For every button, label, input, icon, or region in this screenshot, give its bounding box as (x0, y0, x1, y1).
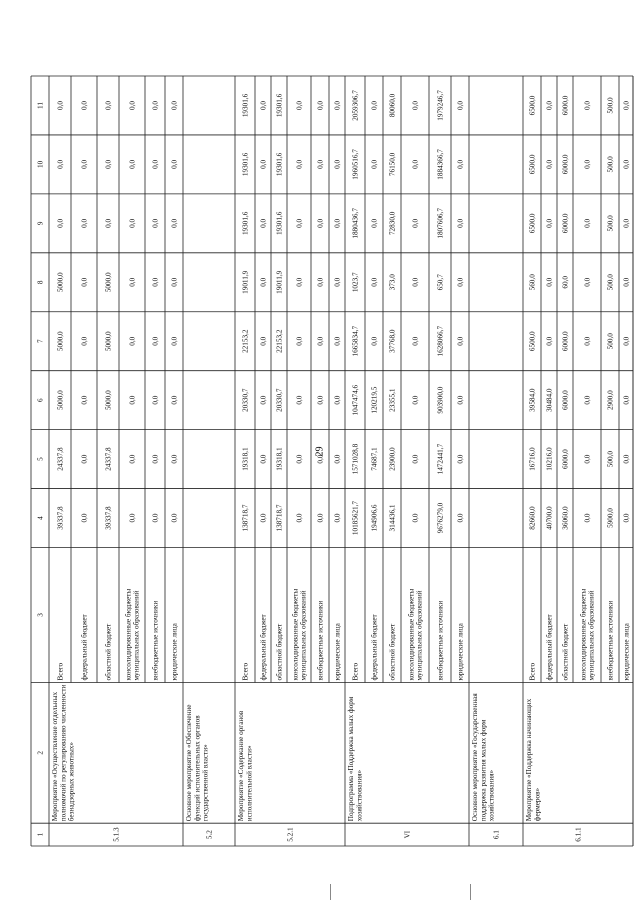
amount-cell: 120219,5 (370, 386, 379, 414)
amount-cell: 10216,0 (545, 447, 554, 471)
amount-cell: 0,0 (316, 336, 325, 346)
amount-cell: 5000,0 (104, 331, 113, 352)
amount-cell: 0,0 (295, 100, 304, 110)
amount-cell: 0,0 (151, 218, 160, 228)
amount-cell: 20330,7 (241, 388, 250, 412)
funding-source: юридические лица (333, 623, 342, 681)
amount-cell: 0,0 (456, 100, 465, 110)
amount-cell: 0,0 (56, 100, 65, 110)
amount-cell: 0,0 (583, 454, 592, 464)
amount-cell: 0,0 (411, 513, 420, 523)
amount-cell: 37768,0 (388, 329, 397, 353)
amount-cell: 6500,0 (528, 154, 537, 175)
amount-cell: 138718,7 (275, 504, 284, 532)
amount-cell: 194906,6 (370, 504, 379, 532)
amount-cell: 24337,8 (104, 447, 113, 471)
amount-cell: 0,0 (622, 513, 631, 523)
amount-cell: 0,0 (128, 395, 137, 405)
funding-source: внебюджетные источники (316, 600, 325, 681)
funding-source: консолидированные бюджетымуниципальных образований (291, 588, 308, 681)
amount-cell: 5000,0 (104, 390, 113, 411)
funding-source: консолидированные бюджетымуниципальных образований (407, 588, 424, 681)
amount-cell: 39584,0 (528, 388, 537, 412)
amount-cell: 22153,2 (241, 329, 250, 353)
amount-cell: 0,0 (170, 513, 179, 523)
funding-source: областной бюджет (561, 623, 570, 681)
amount-cell: 0,0 (545, 100, 554, 110)
amount-cell: 36060,0 (561, 506, 570, 530)
amount-cell: 19301,6 (275, 93, 284, 118)
row-name: Подпрограмма «Поддержка малых формхозяйствования» (347, 696, 364, 822)
amount-cell: 0,0 (333, 513, 342, 523)
amount-cell: 0,0 (583, 159, 592, 169)
amount-cell: 0,0 (411, 218, 420, 228)
amount-cell: 1960516,7 (351, 149, 360, 180)
amount-cell: 0,0 (333, 100, 342, 110)
amount-cell: 80060,0 (388, 93, 397, 118)
amount-cell: 560,0 (528, 274, 537, 291)
amount-cell: 0,0 (583, 336, 592, 346)
amount-cell: 22153,2 (275, 329, 284, 353)
amount-cell: 23355,1 (388, 388, 397, 412)
amount-cell: 0,0 (259, 159, 268, 169)
amount-cell: 0,0 (316, 513, 325, 523)
column-number: 3 (36, 613, 45, 617)
amount-cell: 138718,7 (241, 504, 250, 532)
amount-cell: 0,0 (295, 513, 304, 523)
amount-cell: 0,0 (316, 100, 325, 110)
funding-source: областной бюджет (275, 623, 284, 681)
amount-cell: 6000,0 (561, 154, 570, 175)
amount-cell: 5000,0 (56, 390, 65, 411)
amount-cell: 0,0 (545, 218, 554, 228)
amount-cell: 6500,0 (528, 213, 537, 234)
amount-cell: 0,0 (295, 336, 304, 346)
amount-cell: 1880436,7 (351, 208, 360, 239)
amount-cell: 1047474,6 (351, 384, 360, 416)
amount-cell: 19301,6 (241, 93, 250, 118)
amount-cell: 0,0 (583, 513, 592, 523)
amount-cell: 0,0 (370, 159, 379, 169)
funding-source: консолидированные бюджетымуниципальных образований (579, 588, 596, 681)
amount-cell: 0,0 (456, 513, 465, 523)
amount-cell: 0,0 (456, 395, 465, 405)
funding-source: федеральный бюджет (80, 614, 89, 681)
amount-cell: 0,0 (545, 336, 554, 346)
column-number: 9 (36, 221, 45, 226)
row-number: VI (403, 830, 412, 839)
row-number: 6.1 (492, 830, 501, 840)
column-number: 4 (36, 516, 45, 520)
amount-cell: 0,0 (104, 100, 113, 110)
amount-cell: 6000,0 (561, 449, 570, 469)
amount-cell: 0,0 (622, 277, 631, 287)
amount-cell: 0,0 (583, 395, 592, 405)
amount-cell: 5000,0 (104, 272, 113, 293)
amount-cell: 0,0 (622, 218, 631, 228)
amount-cell: 0,0 (370, 336, 379, 346)
amount-cell: 0,0 (411, 159, 420, 169)
amount-cell: 500,0 (606, 215, 615, 232)
amount-cell: 1571028,8 (351, 443, 360, 475)
amount-cell: 1472441,7 (436, 443, 445, 475)
amount-cell: 23900,0 (388, 447, 397, 471)
amount-cell: 0,0 (104, 159, 113, 169)
funding-source: федеральный бюджет (370, 614, 379, 681)
amount-cell: 2900,0 (606, 390, 615, 411)
amount-cell: 19318,1 (241, 447, 250, 471)
amount-cell: 0,0 (80, 218, 89, 228)
amount-cell: 0,0 (170, 395, 179, 405)
amount-cell: 10185621,7 (351, 500, 360, 536)
amount-cell: 1628066,7 (436, 325, 445, 357)
column-number: 5 (36, 457, 45, 461)
amount-cell: 0,0 (622, 336, 631, 346)
amount-cell: 0,0 (456, 336, 465, 346)
amount-cell: 5000,0 (56, 272, 65, 293)
row-name: Мероприятие «Осуществление отдельныхполномочий по регулированию численностибезнадзорных животных» (51, 684, 76, 822)
amount-cell: 0,0 (128, 277, 137, 287)
amount-cell: 0,0 (316, 218, 325, 228)
funding-source: консолидированные бюджетымуниципальных образований (124, 588, 141, 681)
column-number: 2 (36, 751, 45, 755)
amount-cell: 0,0 (456, 159, 465, 169)
amount-cell: 2059306,7 (351, 90, 360, 121)
amount-cell: 76150,0 (388, 152, 397, 177)
column-number: 1 (36, 832, 45, 837)
amount-cell: 0,0 (316, 159, 325, 169)
funding-source: областной бюджет (388, 623, 397, 681)
amount-cell: 40700,0 (545, 506, 554, 530)
funding-source: юридические лица (622, 623, 631, 681)
funding-source: Всего (351, 662, 360, 681)
amount-cell: 0,0 (333, 277, 342, 287)
amount-cell: 0,0 (295, 218, 304, 228)
amount-cell: 0,0 (622, 100, 631, 110)
amount-cell: 0,0 (128, 336, 137, 346)
amount-cell: 16716,0 (528, 447, 537, 471)
amount-cell: 0,0 (80, 395, 89, 405)
amount-cell: 0,0 (333, 454, 342, 464)
amount-cell: 0,0 (295, 159, 304, 169)
amount-cell: 0,0 (128, 218, 137, 228)
amount-cell: 0,0 (411, 395, 420, 405)
row-number: 5.2.1 (286, 827, 295, 842)
amount-cell: 0,0 (104, 218, 113, 228)
amount-cell: 0,0 (370, 277, 379, 287)
amount-cell: 82660,0 (528, 506, 537, 530)
amount-cell: 500,0 (606, 451, 615, 468)
amount-cell: 19011,9 (275, 270, 284, 294)
amount-cell: 0,0 (128, 454, 137, 464)
budget-table (36, 76, 631, 846)
amount-cell: 0,0 (333, 218, 342, 228)
amount-cell: 903900,0 (436, 386, 445, 414)
row-name: Основное мероприятие «Обеспечениефункций исполнительных органовгосударственной власти» (185, 704, 210, 822)
table-rotated-group (31, 76, 633, 846)
amount-cell: 0,0 (151, 454, 160, 464)
amount-cell: 39337,8 (104, 506, 113, 530)
amount-cell: 30484,0 (545, 388, 554, 412)
amount-cell: 19011,9 (241, 270, 250, 294)
funding-source: федеральный бюджет (545, 614, 554, 681)
amount-cell: 0,0 (80, 454, 89, 464)
amount-cell: 500,0 (606, 333, 615, 350)
amount-cell: 5900,0 (606, 508, 615, 528)
amount-cell: 19301,6 (275, 152, 284, 177)
amount-cell: 0,0 (545, 159, 554, 169)
amount-cell: 0,0 (259, 100, 268, 110)
amount-cell: 0,0 (622, 454, 631, 464)
column-number: 8 (36, 280, 45, 285)
amount-cell: 0,0 (583, 218, 592, 228)
amount-cell: 0,0 (56, 159, 65, 169)
amount-cell: 6500,0 (528, 331, 537, 352)
amount-cell: 0,0 (456, 218, 465, 228)
amount-cell: 0,0 (545, 277, 554, 287)
amount-cell: 0,0 (456, 454, 465, 464)
funding-source: юридические лица (456, 623, 465, 681)
funding-source: Всего (56, 662, 65, 681)
amount-cell: 0,0 (80, 159, 89, 169)
amount-cell: 20330,7 (275, 388, 284, 412)
amount-cell: 0,0 (295, 277, 304, 287)
amount-cell: 19318,1 (275, 447, 284, 471)
amount-cell: 0,0 (151, 100, 160, 110)
amount-cell: 0,0 (151, 513, 160, 523)
amount-cell: 0,0 (411, 454, 420, 464)
amount-cell: 0,0 (259, 454, 268, 464)
amount-cell: 1023,7 (351, 272, 360, 293)
amount-cell: 0,0 (411, 277, 420, 287)
amount-cell: 0,0 (80, 513, 89, 523)
amount-cell: 0,0 (259, 218, 268, 228)
row-number: 6.1.1 (574, 827, 583, 842)
amount-cell: 650,7 (436, 274, 445, 291)
scan-mark (330, 884, 331, 900)
amount-cell: 0,0 (151, 159, 160, 169)
amount-cell: 0,0 (583, 100, 592, 110)
amount-cell: 0,0 (259, 395, 268, 405)
amount-cell: 19301,6 (275, 211, 284, 236)
funding-source: федеральный бюджет (259, 614, 268, 681)
amount-cell: 24337,8 (56, 447, 65, 471)
amount-cell: 0,0 (259, 336, 268, 346)
amount-cell: 0,0 (622, 395, 631, 405)
amount-cell: 0,0 (56, 218, 65, 228)
row-number: 5.1.3 (112, 827, 121, 842)
amount-cell: 0,0 (128, 513, 137, 523)
amount-cell: 0,0 (259, 513, 268, 523)
funding-source: Всего (241, 662, 250, 681)
amount-cell: 6000,0 (561, 390, 570, 411)
amount-cell: 1884366,7 (436, 149, 445, 180)
amount-cell: 0,0 (170, 336, 179, 346)
amount-cell: 0,0 (170, 277, 179, 287)
amount-cell: 0,0 (295, 395, 304, 405)
funding-source: юридические лица (170, 623, 179, 681)
amount-cell: 0,0 (151, 395, 160, 405)
amount-cell: 0,0 (295, 454, 304, 464)
page-number-text: 29 (314, 446, 326, 456)
amount-cell: 0,0 (583, 277, 592, 287)
amount-cell: 0,0 (316, 454, 325, 464)
amount-cell: 0,0 (316, 277, 325, 287)
amount-cell: 1979246,7 (436, 90, 445, 121)
amount-cell: 0,0 (333, 336, 342, 346)
amount-cell: 500,0 (606, 97, 615, 114)
amount-cell: 6000,0 (561, 213, 570, 234)
amount-cell: 1807606,7 (436, 208, 445, 239)
funding-source: областной бюджет (104, 623, 113, 681)
amount-cell: 0,0 (170, 100, 179, 110)
amount-cell: 0,0 (151, 277, 160, 287)
funding-source: внебюджетные источники (151, 600, 160, 681)
amount-cell: 0,0 (456, 277, 465, 287)
funding-source: внебюджетные источники (606, 600, 615, 681)
amount-cell: 6500,0 (528, 95, 537, 116)
amount-cell: 500,0 (606, 274, 615, 291)
amount-cell: 0,0 (333, 159, 342, 169)
amount-cell: 19301,6 (241, 211, 250, 236)
amount-cell: 0,0 (170, 454, 179, 464)
amount-cell: 0,0 (370, 218, 379, 228)
amount-cell: 0,0 (333, 395, 342, 405)
amount-cell: 5000,0 (56, 331, 65, 352)
amount-cell: 1665834,7 (351, 325, 360, 357)
amount-cell: 9676279,0 (436, 502, 445, 534)
row-name: Основное мероприятие «Государственнаяподдержка развития малых формхозяйствования» (471, 693, 496, 822)
amount-cell: 0,0 (80, 336, 89, 346)
amount-cell: 500,0 (606, 156, 615, 173)
amount-cell: 0,0 (128, 159, 137, 169)
amount-cell: 0,0 (259, 277, 268, 287)
amount-cell: 0,0 (411, 336, 420, 346)
row-name: Мероприятие «Содержание органовисполнительной власти» (237, 710, 254, 822)
amount-cell: 373,0 (388, 274, 397, 291)
amount-cell: 0,0 (370, 100, 379, 110)
funding-source: Всего (528, 662, 537, 681)
amount-cell: 72830,0 (388, 211, 397, 236)
amount-cell: 74687,1 (370, 447, 379, 471)
amount-cell: 6000,0 (561, 95, 570, 116)
amount-cell: 60,0 (561, 275, 570, 289)
column-number: 11 (36, 102, 45, 109)
column-number: 6 (36, 398, 45, 402)
funding-source: внебюджетные источники (436, 600, 445, 681)
column-number: 7 (36, 339, 45, 344)
amount-cell: 0,0 (128, 100, 137, 110)
amount-cell: 6000,0 (561, 331, 570, 352)
budget-table-svg (36, 76, 631, 846)
column-number: 10 (36, 160, 45, 169)
amount-cell: 0,0 (151, 336, 160, 346)
amount-cell: 0,0 (80, 100, 89, 110)
scan-mark (470, 884, 471, 900)
amount-cell: 0,0 (80, 277, 89, 287)
amount-cell: 0,0 (316, 395, 325, 405)
amount-cell: 0,0 (411, 100, 420, 110)
row-number: 5.2 (205, 830, 214, 840)
amount-cell: 0,0 (170, 218, 179, 228)
row-name: Мероприятие «Поддержка начинающихфермеров» (525, 698, 542, 822)
amount-cell: 314436,1 (388, 504, 397, 532)
amount-cell: 19301,6 (241, 152, 250, 177)
amount-cell: 0,0 (622, 159, 631, 169)
amount-cell: 0,0 (170, 159, 179, 169)
amount-cell: 39337,8 (56, 506, 65, 530)
